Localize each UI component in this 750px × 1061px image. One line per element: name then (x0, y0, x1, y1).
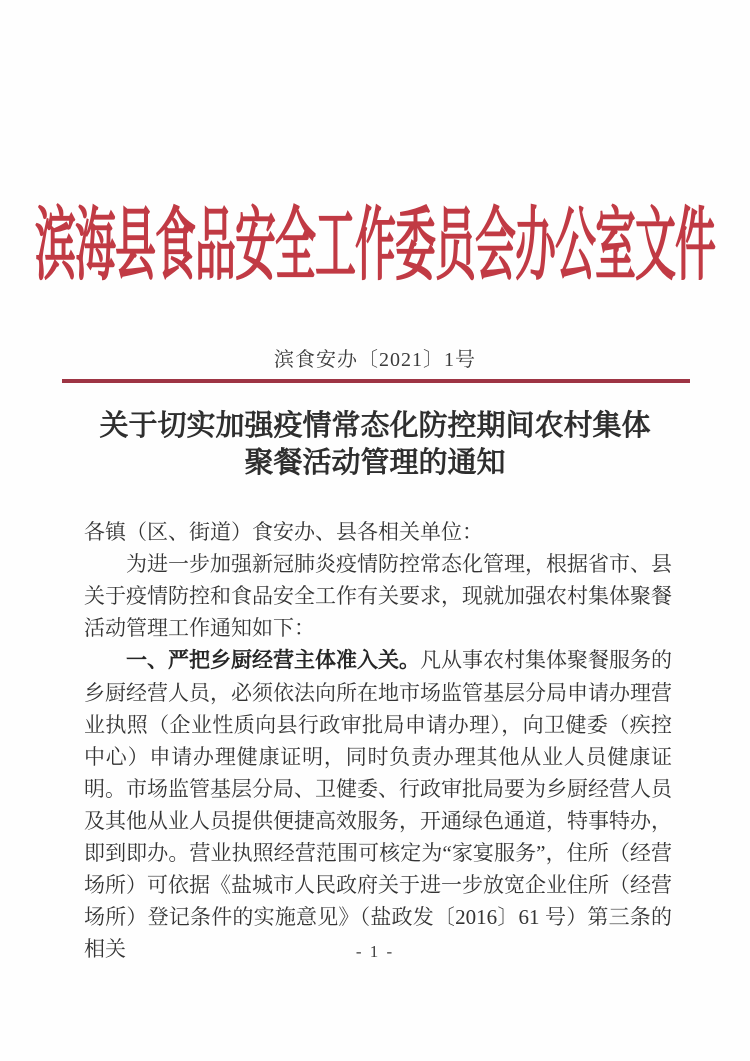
issuing-org-banner: 滨海县食品安全工作委员会办公室文件 (35, 200, 715, 290)
page-number: - 1 - (355, 942, 395, 961)
section-heading-lead: 一、严把乡厨经营主体准入关。 (126, 649, 420, 672)
body-paragraph-1: 为进一步加强新冠肺炎疫情防控常态化管理，根据省市、县关于疫情防控和食品安全工作有关要求，现就加强农村集体聚餐活动管理工作通知如下： (84, 552, 672, 640)
salutation: 各镇（区、街道）食安办、县各相关单位： (84, 520, 483, 544)
document-title-line2: 聚餐活动管理的通知 (244, 447, 506, 479)
document-number: 滨食安办〔2021〕1号 (274, 349, 476, 371)
body-paragraph-2 (84, 644, 672, 965)
document-body (84, 516, 672, 965)
body-paragraph-2-text: 凡从事农村集体聚餐服务的乡厨经营人员，必须依法向所在地市场监管基层分局申请办理营业执照（企业性质向县行政审批局申请办理），向卫健委（疾控中心）申请办理健康证明，同时负责办理其他从业人员健康证明。市场监管基层分局、卫健委、行政审批局要为乡厨经营人员及其他从业人员提供便捷高效服务，开通绿色通道，特事特办，即到即办。营业执照经营范围可核定为“家宴服务”，住所（经营场所）可依据《盐城市人民政府关于进一步放宽企业住所（经营场所）登记条件的实施意见》（盐政发〔2016〕61 号）第三条的相关 (84, 648, 672, 961)
red-divider (62, 379, 690, 383)
document-title (0, 408, 750, 482)
document-title-line1: 关于切实加强疫情常态化防控期间农村集体 (99, 410, 651, 442)
